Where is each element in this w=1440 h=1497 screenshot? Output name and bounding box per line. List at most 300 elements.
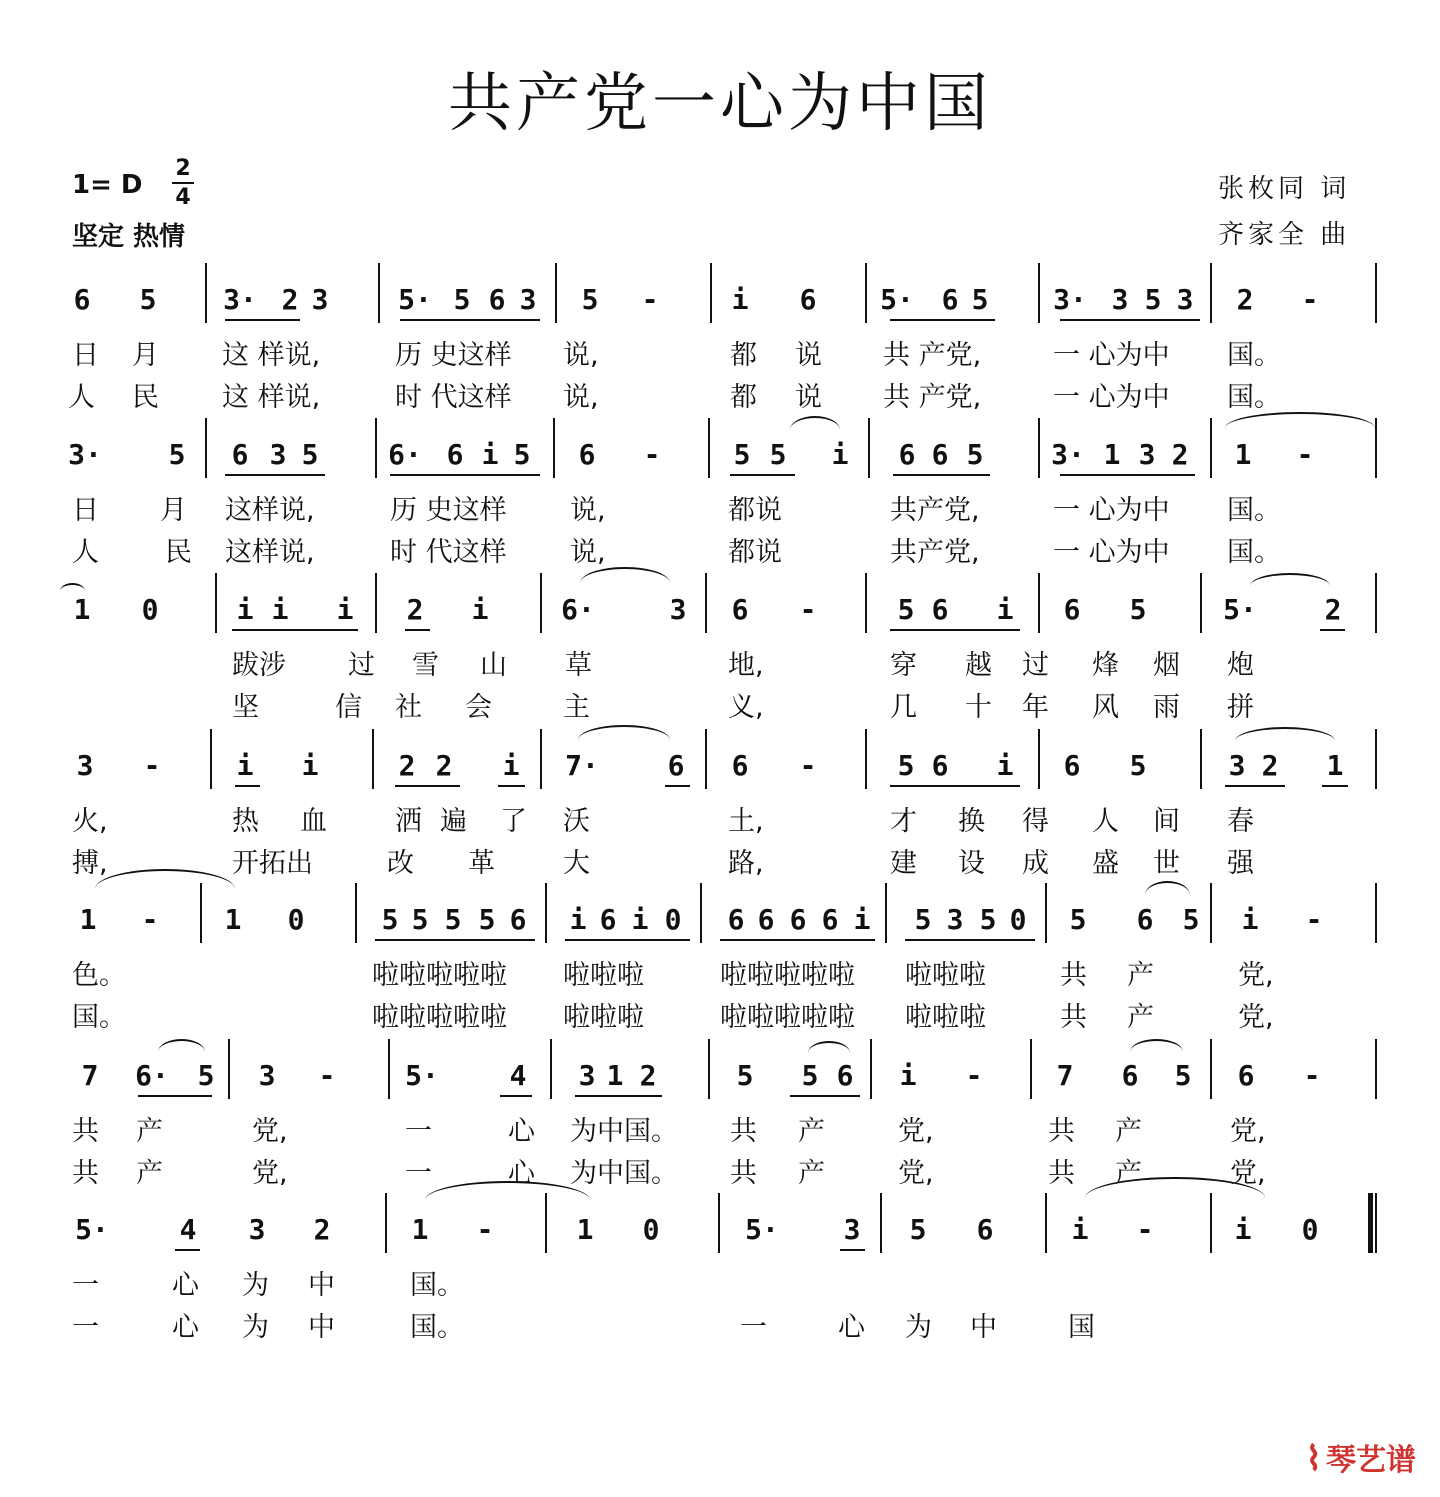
- slur: [578, 725, 670, 755]
- lyric-verse-1: 月: [160, 495, 187, 526]
- lyric-verse-2: 心: [172, 1312, 199, 1343]
- lyric-verse-2: 拼: [1227, 692, 1254, 723]
- note: 2: [313, 1213, 331, 1246]
- bar-line: [1200, 573, 1202, 633]
- note: 6: [1136, 903, 1154, 936]
- lyric-verse-2: 一: [740, 1312, 767, 1343]
- bar-line: [1038, 729, 1040, 789]
- beam-underline: [405, 629, 430, 631]
- note: 6: [1063, 749, 1081, 782]
- lyric-verse-1: 为: [242, 1270, 269, 1301]
- bar-line: [718, 1193, 720, 1253]
- note: 1: [73, 593, 91, 626]
- note: 3·: [1051, 438, 1085, 471]
- lyric-verse-2: 国。: [410, 1312, 464, 1343]
- lyric-verse-2: 啦啦啦啦啦: [372, 1002, 507, 1033]
- lyric-verse-2: 世: [1153, 848, 1180, 879]
- lyric-verse-1: 说: [795, 340, 822, 371]
- note: 5: [478, 903, 496, 936]
- lyric-verse-1: 国。: [410, 1270, 464, 1301]
- bar-line: [205, 418, 207, 478]
- note: 0: [287, 903, 305, 936]
- lyric-verse-1: 土,: [728, 806, 764, 837]
- bar-line: [1038, 263, 1040, 323]
- lyric-verse-1: 穿: [890, 650, 917, 681]
- note: 2: [398, 749, 416, 782]
- bar-line: [1045, 883, 1047, 943]
- lyric-verse-2: 国。: [72, 1002, 126, 1033]
- lyric-verse-1: 说,: [570, 495, 606, 526]
- note: 4: [179, 1213, 197, 1246]
- note: -: [641, 283, 659, 316]
- note: i: [731, 283, 749, 316]
- note: 7·: [565, 749, 599, 782]
- note: 5: [1182, 903, 1200, 936]
- lyric-verse-2: 啦啦啦: [563, 1002, 644, 1033]
- note: 1: [79, 903, 97, 936]
- bar-line: [710, 263, 712, 323]
- note: 6: [898, 438, 916, 471]
- note: 6: [1063, 593, 1081, 626]
- bar-line: [555, 263, 557, 323]
- lyric-verse-2: 义,: [728, 692, 764, 723]
- note: 5: [897, 593, 915, 626]
- note: -: [1296, 438, 1314, 471]
- note: 5: [909, 1213, 927, 1246]
- note: 0: [141, 593, 159, 626]
- note: 0: [1009, 903, 1027, 936]
- lyric-verse-1: 日: [72, 340, 99, 371]
- lyric-verse-2: 国。: [1227, 382, 1281, 413]
- lyric-verse-2: 民: [165, 537, 192, 568]
- note: 3·: [1053, 283, 1087, 316]
- lyric-verse-1: 间: [1153, 806, 1180, 837]
- beam-underline: [665, 785, 690, 787]
- note: 6: [599, 903, 617, 936]
- lyric-verse-1: 过: [1022, 650, 1049, 681]
- lyricist-credit: 张枚同 词: [1218, 174, 1351, 204]
- beam-underline: [1320, 629, 1345, 631]
- bar-line: [1375, 1193, 1377, 1253]
- beam-underline: [565, 939, 690, 941]
- lyric-verse-1: 党,: [898, 1116, 934, 1147]
- note: 1: [1326, 749, 1344, 782]
- beam-underline: [400, 319, 540, 321]
- bar-line: [1210, 263, 1212, 323]
- lyric-verse-1: 遍: [440, 806, 467, 837]
- beam-underline: [1060, 319, 1200, 321]
- lyric-verse-1: 共: [1060, 960, 1087, 991]
- note: 5·: [75, 1213, 109, 1246]
- lyric-verse-1: 历 史这样: [390, 495, 507, 526]
- note: 3: [669, 593, 687, 626]
- lyric-verse-2: 社: [395, 692, 422, 723]
- lyric-verse-1: 为中国。: [570, 1116, 678, 1147]
- time-signature: [172, 156, 194, 210]
- note: 2: [1261, 749, 1279, 782]
- note: i: [631, 903, 649, 936]
- bar-line: [1038, 573, 1040, 633]
- note: i: [996, 749, 1014, 782]
- lyric-verse-2: 为: [905, 1312, 932, 1343]
- slur: [790, 416, 840, 444]
- note: 0: [642, 1213, 660, 1246]
- beam-underline: [175, 1249, 200, 1251]
- lyric-verse-2: 说,: [570, 537, 606, 568]
- note: 4: [509, 1059, 527, 1092]
- lyric-verse-1: 心: [508, 1116, 535, 1147]
- bar-line: [1210, 1039, 1212, 1099]
- bar-line: [700, 883, 702, 943]
- lyric-verse-2: 年: [1022, 692, 1049, 723]
- lyric-verse-1: 共产党,: [890, 495, 980, 526]
- beam-underline: [720, 939, 875, 941]
- lyric-verse-1: 这样说,: [225, 495, 315, 526]
- note: 3·: [68, 438, 102, 471]
- lyric-verse-2: 这样说,: [225, 537, 315, 568]
- lyric-verse-1: 沃: [563, 806, 590, 837]
- bar-line: [865, 263, 867, 323]
- note: 6: [231, 438, 249, 471]
- bar-line: [705, 729, 707, 789]
- note: 2: [1324, 593, 1342, 626]
- composer-credit: 齐家全 曲: [1218, 220, 1351, 250]
- note: 6: [1237, 1059, 1255, 1092]
- beam-underline: [235, 785, 260, 787]
- beam-underline: [890, 785, 1020, 787]
- bar-line: [708, 1039, 710, 1099]
- note: i: [996, 593, 1014, 626]
- lyric-verse-2: 风: [1092, 692, 1119, 723]
- note: 1: [576, 1213, 594, 1246]
- note: 5·: [398, 283, 432, 316]
- slur: [1225, 412, 1375, 444]
- slur: [808, 1041, 850, 1065]
- logo-text: 琴艺谱: [1326, 1443, 1416, 1478]
- slur: [1250, 573, 1330, 599]
- note: 1: [606, 1059, 624, 1092]
- lyric-verse-2: 党,: [898, 1158, 934, 1189]
- lyric-verse-2: 都: [730, 382, 757, 413]
- beam-underline: [1322, 785, 1348, 787]
- lyric-verse-1: 炮: [1227, 650, 1254, 681]
- lyric-verse-2: 共产党,: [890, 537, 980, 568]
- beam-underline: [893, 474, 990, 476]
- bar-line: [375, 418, 377, 478]
- lyric-verse-2: 一 心为中: [1053, 382, 1170, 413]
- lyric-verse-2: 说,: [563, 382, 599, 413]
- beam-underline: [225, 319, 300, 321]
- note: 5: [513, 438, 531, 471]
- slur: [1145, 881, 1190, 909]
- note: i: [831, 438, 849, 471]
- page-title: 共产党一心为中国: [448, 67, 992, 141]
- lyric-verse-1: 得: [1022, 806, 1049, 837]
- note: 1: [1103, 438, 1121, 471]
- bar-line: [870, 1039, 872, 1099]
- bar-line: [1375, 418, 1377, 478]
- note: 3: [248, 1213, 266, 1246]
- note: 7: [1056, 1059, 1074, 1092]
- lyric-verse-1: 啦啦啦: [905, 960, 986, 991]
- note: 3: [843, 1213, 861, 1246]
- note: 5: [897, 749, 915, 782]
- note: 6: [799, 283, 817, 316]
- lyric-verse-1: 换: [958, 806, 985, 837]
- note: 5: [736, 1059, 754, 1092]
- lyric-verse-2: 设: [958, 848, 985, 879]
- beam-underline: [730, 474, 795, 476]
- beam-underline: [840, 1249, 865, 1251]
- note: 5: [733, 438, 751, 471]
- lyric-verse-1: 了: [500, 806, 527, 837]
- bar-line: [375, 573, 377, 633]
- bar-line: [1030, 1039, 1032, 1099]
- bar-line: [372, 729, 374, 789]
- note: i: [853, 903, 871, 936]
- lyric-verse-2: 中: [970, 1312, 997, 1343]
- lyric-verse-2: 啦啦啦啦啦: [720, 1002, 855, 1033]
- note: 5: [581, 283, 599, 316]
- lyric-verse-2: 人: [68, 382, 95, 413]
- note: 6: [731, 749, 749, 782]
- bar-line: [1200, 729, 1202, 789]
- lyric-verse-2: 坚: [232, 692, 259, 723]
- note: 6: [931, 438, 949, 471]
- lyric-verse-2: 党,: [1230, 1158, 1266, 1189]
- lyric-verse-2: 心: [508, 1158, 535, 1189]
- bar-line: [355, 883, 357, 943]
- lyric-verse-2: 改: [387, 848, 414, 879]
- bar-line: [865, 729, 867, 789]
- tempo-marking: 坚定 热情: [72, 222, 186, 252]
- lyric-verse-1: 烽: [1092, 650, 1119, 681]
- bar-line: [1045, 1193, 1047, 1253]
- slur: [425, 1181, 590, 1219]
- note: 5: [971, 283, 989, 316]
- note: i: [569, 903, 587, 936]
- note: 5: [411, 903, 429, 936]
- lyric-verse-1: 日: [72, 495, 99, 526]
- lyric-verse-1: 党,: [1230, 1116, 1266, 1147]
- lyric-verse-2: 开拓出: [232, 848, 313, 879]
- lyric-verse-2: 共: [730, 1158, 757, 1189]
- lyric-verse-2: 党,: [252, 1158, 288, 1189]
- lyric-verse-2: 产: [1115, 1158, 1142, 1189]
- lyric-verse-2: 建: [890, 848, 917, 879]
- note: 2: [1171, 438, 1189, 471]
- beam-underline: [575, 1095, 662, 1097]
- note: 6: [821, 903, 839, 936]
- note: 5: [1069, 903, 1087, 936]
- final-bar-line: [1368, 1193, 1373, 1253]
- note: 2: [639, 1059, 657, 1092]
- note: 5: [1129, 593, 1147, 626]
- note: 5: [769, 438, 787, 471]
- note: 6: [976, 1213, 994, 1246]
- note: i: [471, 593, 489, 626]
- lyric-verse-1: 地,: [728, 650, 764, 681]
- lyric-verse-1: 都说: [728, 495, 782, 526]
- lyric-verse-1: 雪: [412, 650, 439, 681]
- note: -: [143, 749, 161, 782]
- lyric-verse-1: 山: [480, 650, 507, 681]
- note: 6: [1121, 1059, 1139, 1092]
- lyric-verse-2: 共 产党,: [883, 382, 982, 413]
- bar-line: [540, 573, 542, 633]
- note: i: [899, 1059, 917, 1092]
- beam-underline: [375, 939, 535, 941]
- beam-underline: [1225, 785, 1285, 787]
- lyric-verse-2: 都说: [728, 537, 782, 568]
- note: 0: [664, 903, 682, 936]
- lyric-verse-2: 搏,: [72, 848, 108, 879]
- lyric-verse-1: 一: [405, 1116, 432, 1147]
- note: 6: [941, 283, 959, 316]
- note: 3: [311, 283, 329, 316]
- lyric-verse-1: 中: [308, 1270, 335, 1301]
- note: 6: [931, 749, 949, 782]
- note: 3: [519, 283, 537, 316]
- note: 3: [1111, 283, 1129, 316]
- note: 3: [946, 903, 964, 936]
- beam-underline: [890, 319, 995, 321]
- lyric-verse-2: 一: [72, 1312, 99, 1343]
- note: -: [799, 749, 817, 782]
- note: 5: [197, 1059, 215, 1092]
- note: -: [141, 903, 159, 936]
- lyric-verse-2: 主: [563, 692, 590, 723]
- note: 6: [446, 438, 464, 471]
- note: 6·: [135, 1059, 169, 1092]
- note: 5: [444, 903, 462, 936]
- note: 6: [509, 903, 527, 936]
- lyric-verse-1: 共 产党,: [883, 340, 982, 371]
- lyric-verse-1: 才: [890, 806, 917, 837]
- lyric-verse-1: 草: [565, 650, 592, 681]
- note: -: [1305, 903, 1323, 936]
- note: -: [318, 1059, 336, 1092]
- lyric-verse-1: 党,: [252, 1116, 288, 1147]
- lyric-verse-1: 国。: [1227, 340, 1281, 371]
- site-logo: [1305, 1435, 1416, 1479]
- note: 6·: [561, 593, 595, 626]
- bar-line: [1038, 418, 1040, 478]
- lyric-verse-2: 路,: [728, 848, 764, 879]
- note: 5: [139, 283, 157, 316]
- lyric-verse-2: 革: [468, 848, 495, 879]
- lyric-verse-2: 民: [132, 382, 159, 413]
- beam-underline: [395, 785, 460, 787]
- note: 5: [301, 438, 319, 471]
- note: -: [965, 1059, 983, 1092]
- lyric-verse-1: 共: [1048, 1116, 1075, 1147]
- lyric-verse-2: 产: [136, 1158, 163, 1189]
- note: 5: [381, 903, 399, 936]
- lyric-verse-2: 信: [335, 692, 362, 723]
- lyric-verse-2: 中: [308, 1312, 335, 1343]
- bar-line: [228, 1039, 230, 1099]
- note: 1: [1234, 438, 1252, 471]
- note: 1: [411, 1213, 429, 1246]
- note: 6: [73, 283, 91, 316]
- lyric-verse-2: 时 代这样: [395, 382, 512, 413]
- beam-underline: [790, 1095, 860, 1097]
- beam-underline: [1060, 474, 1195, 476]
- lyric-verse-1: 啦啦啦啦啦: [372, 960, 507, 991]
- lyric-verse-1: 一 心为中: [1053, 340, 1170, 371]
- note: 2: [281, 283, 299, 316]
- note: i: [301, 749, 319, 782]
- note: i: [481, 438, 499, 471]
- note: 5·: [405, 1059, 439, 1092]
- note: 6·: [388, 438, 422, 471]
- bar-line: [205, 263, 207, 323]
- bar-line: [1375, 263, 1377, 323]
- bar-line: [868, 418, 870, 478]
- note: 5: [1129, 749, 1147, 782]
- beam-underline: [138, 1095, 212, 1097]
- slur: [1235, 727, 1335, 755]
- lyric-verse-2: 说: [795, 382, 822, 413]
- lyric-verse-1: 说,: [563, 340, 599, 371]
- bar-line: [705, 573, 707, 633]
- bar-line: [880, 1193, 882, 1253]
- bar-line: [1375, 1039, 1377, 1099]
- note: i: [236, 749, 254, 782]
- slur: [1130, 1039, 1183, 1065]
- bar-line: [1210, 418, 1212, 478]
- lyric-verse-1: 产: [798, 1116, 825, 1147]
- note: -: [799, 593, 817, 626]
- lyric-verse-2: 共: [72, 1158, 99, 1189]
- lyric-verse-1: 历 史这样: [395, 340, 512, 371]
- lyric-verse-1: 一: [72, 1270, 99, 1301]
- slur: [95, 869, 235, 909]
- bar-line: [1375, 883, 1377, 943]
- bar-line: [708, 418, 710, 478]
- bar-line: [385, 1193, 387, 1253]
- lyric-verse-1: 人: [1092, 806, 1119, 837]
- bar-line: [553, 418, 555, 478]
- lyric-verse-1: 啦啦啦: [563, 960, 644, 991]
- lyric-verse-2: 啦啦啦: [905, 1002, 986, 1033]
- time-signature-top: 2: [175, 156, 191, 181]
- lyric-verse-1: 心: [172, 1270, 199, 1301]
- note: i: [502, 749, 520, 782]
- bar-line: [550, 1039, 552, 1099]
- lyric-verse-1: 共: [730, 1116, 757, 1147]
- slur: [158, 1039, 205, 1065]
- note: 5: [914, 903, 932, 936]
- note: 5·: [880, 283, 914, 316]
- note: 6: [757, 903, 775, 936]
- lyric-verse-1: 色。: [72, 960, 126, 991]
- lyric-verse-1: 热: [232, 806, 259, 837]
- lyric-verse-1: 产: [136, 1116, 163, 1147]
- bar-line: [378, 263, 380, 323]
- lyric-verse-2: 共: [1048, 1158, 1075, 1189]
- beam-underline: [225, 474, 325, 476]
- lyric-verse-1: 过: [348, 650, 375, 681]
- time-signature-bottom: 4: [175, 185, 191, 210]
- slur: [60, 583, 85, 599]
- note: i: [1234, 1213, 1252, 1246]
- lyric-verse-2: 十: [965, 692, 992, 723]
- note: 2: [406, 593, 424, 626]
- beam-underline: [500, 1095, 532, 1097]
- note: 6: [667, 749, 685, 782]
